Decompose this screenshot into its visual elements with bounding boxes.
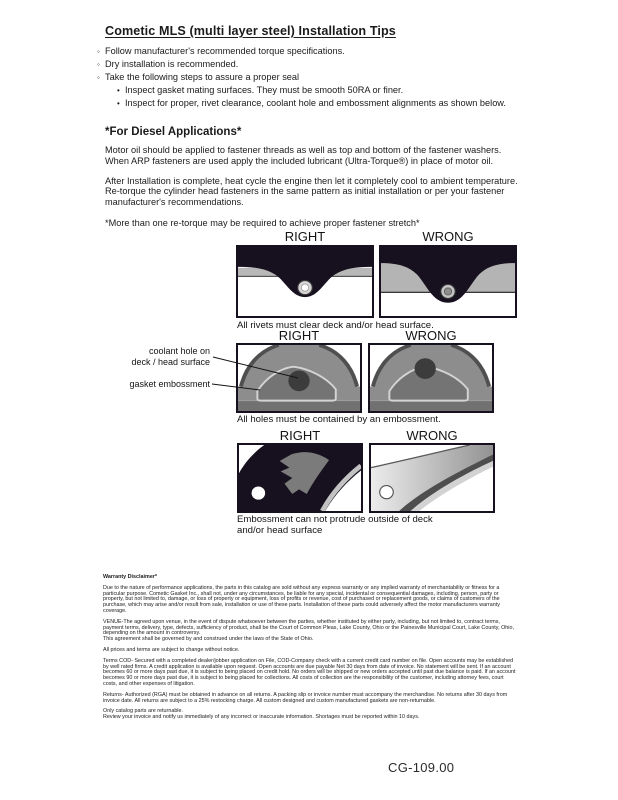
wrong-label-row3: WRONG [406,428,458,443]
tip-item-text: Dry installation is recommended. [105,59,239,69]
diesel-paragraph-2: After Installation is complete, heat cycle the engine then let it completely cool to ambient temperature. Re-torque the cylinder head fasteners in the same pattern as initial installation or per your fastener manufacturer's recommendations. [105,175,518,208]
page-title: Cometic MLS (multi layer steel) Installation Tips [105,24,396,38]
tip-subitem-text: Inspect for proper, rivet clearance, coolant hole and embossment alignments as shown below. [125,98,506,108]
tip-item-text: Follow manufacturer's recommended torque specifications. [105,46,345,56]
coolant-hole-callout: coolant hole on deck / head surface [131,346,210,367]
terms-paragraph: Terms COD- Secured with a completed dealer/jobber application on File, COD-Company check with a current credit card number on file. Open accounts may be established by well rated firms. A credit application is available upon request. Open accounts are due payable Net 30 days from date of invoice. No statement will be sent. If an account becomes 60 or more days past due, it is subject to being placed on credit hold. No orders will be shipped or new orders accepted until past due balance is paid. If an account becomes 90 or more days past due, it is subject to being placed for collections. All costs of collection are the responsibility of the customer, including attorney fees, court costs, and other expenses of litigation. [103,657,516,687]
venue-law-line: This agreement shall be governed by and construed under the laws of the State of Ohio. [103,636,314,643]
tip-subitem [117,97,529,110]
review-line: Review your invoice and notify us immediately of any incorrect or inaccurate information. Shortages must be reported within 10 days. [103,714,420,721]
warranty-disclaimer [103,575,516,726]
protrude-right-diagram [237,443,363,513]
dot-bullet-icon: • [117,99,120,108]
page-number: CG-109.00 [388,760,455,775]
tips-list [97,45,529,110]
diesel-paragraph-1: Motor oil should be applied to fastener threads as well as top and bottom of the fastener washers. When ARP fasteners are used apply the included lubricant (Ultra-Torque®) in place of motor oil. [105,145,502,166]
embossment-right-diagram [236,343,362,413]
protrude-caption: Embossment can not protrude outside of deck and/or head surface [237,514,433,536]
gasket-embossment-callout: gasket embossment [129,379,210,389]
tip-subitem [117,84,529,97]
warranty-heading: Warranty Disclaimer* [103,574,158,580]
catalog-line: Only catalog parts are returnable. [103,708,184,715]
tip-item [97,71,529,84]
embossment-caption: All holes must be contained by an embossment. [237,414,441,425]
installation-tips-section [97,24,529,228]
circle-bullet-icon: ◦ [97,73,100,82]
diesel-section-heading: *For Diesel Applications* [105,126,242,138]
circle-bullet-icon: ◦ [97,60,100,69]
circle-bullet-icon: ◦ [97,47,100,56]
right-label-row1: RIGHT [284,229,326,244]
wrong-label-row2: WRONG [405,328,457,343]
prices-line: All prices and terms are subject to change without notice. [103,646,240,653]
tip-item-text: Take the following steps to assure a proper seal [105,72,300,82]
rivet-caption: All rivets must clear deck and/or head surface. [237,320,434,331]
venue-paragraph: VENUE-The agreed upon venue, in the event of dispute whatsoever between the parties, whether instituted by either party, including, but not limited to, contract terms, payment terms, delivery, type, defects, sufficiency of product, shall be the Court of Common Pleas, Lake County, Ohio or the Painesville Municipal Court, Lake County, Ohio, depending on the amount in controversy. [103,618,514,637]
warranty-paragraph: Due to the nature of performance applications, the parts in this catalog are sold without any express warranty or any implied warranty of merchantability or fitness for a particular purpose. Cometic Gasket Inc., shall not, under any circumstances, be liable for any special, incidental or consequential damages, including, person, party or property, but not limited to, damage, or loss of property or equipment, loss of profits or revenue, cost of purchased or replacement goods, or claims of customers of the purchase, which may arise and/or result from sale, installation or use of these parts. Installation of these parts could adversely affect the motor manufacturers warranty coverage. [103,584,500,614]
tip-subitem-text: Inspect gasket mating surfaces. They must be smooth 50RA or finer. [125,85,404,95]
rivet-clearance-right-diagram [236,245,374,318]
dot-bullet-icon: • [117,86,120,95]
wrong-label-row1: WRONG [422,229,474,244]
retorque-note: *More than one re-torque may be required to achieve proper fastener stretch* [105,217,420,228]
tip-item [97,45,529,58]
rivet-clearance-wrong-diagram [379,245,517,318]
right-label-row2: RIGHT [278,328,320,343]
tip-item [97,58,529,71]
protrude-wrong-diagram [369,443,495,513]
embossment-wrong-diagram [368,343,494,413]
returns-paragraph: Returns- Authorized (RGA) must be obtained in advance on all returns. A packing slip or invoice number must accompany the merchandise. No returns after 30 days from invoice date. All returns are subject to a 25% restocking charge. All custom designed and custom manufactured gaskets are non-returnable. [103,691,508,704]
right-label-row3: RIGHT [279,428,321,443]
